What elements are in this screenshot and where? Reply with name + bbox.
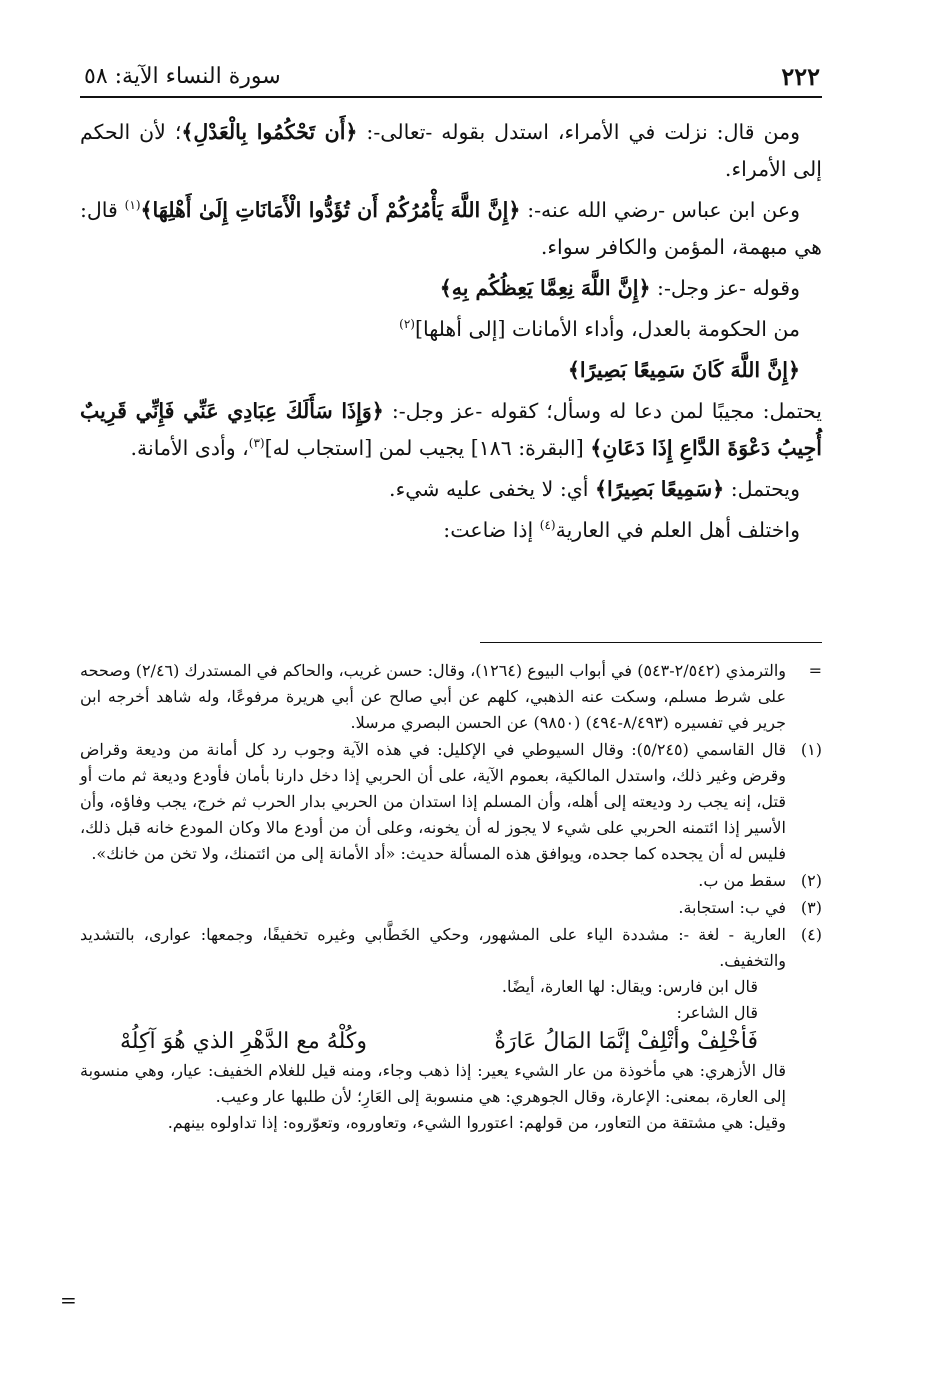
surah-label: سورة النساء الآية: ٥٨ bbox=[84, 63, 281, 89]
footnote-mark: (٤) bbox=[800, 925, 822, 944]
footnote-ref: (٣) bbox=[248, 436, 265, 451]
quran-quote: ﴿وَإِذَا سَأَلَكَ عِبَادِي عَنِّي فَإِنِّي قَرِيبٌ أُجِيبُ دَعْوَةَ الدَّاعِ إِذَا دَعَانِ﴾ bbox=[80, 399, 822, 460]
footnote-3 bbox=[80, 895, 822, 921]
continuation-mark: = bbox=[60, 1288, 77, 1312]
text-run: يحتمل: مجيبًا لمن دعا له وسأل؛ كقوله -عز وجل-: bbox=[383, 399, 822, 423]
text-run: ومن قال: نزلت في الأمراء، استدل بقوله -تعالى-: bbox=[357, 120, 800, 144]
text-run: من الحكومة بالعدل، وأداء الأمانات [إلى أهلها] bbox=[414, 317, 800, 341]
footnote-ref: (١) bbox=[124, 198, 141, 213]
footnote-mark: = bbox=[808, 661, 822, 680]
running-header bbox=[80, 56, 822, 98]
footnote-text: قال القاسمي (٥/٢٤٥): وقال السيوطي في الإكليل: في هذه الآية وجوب رد كل أمانة من وديعة وقراض وقرض وغير ذلك، واستدل المالكية، بعموم الآية، على أن الحربي إذا دخل دارنا بأمان فأودع وديعة ثم مات أو قتل، إنه يجب رد وديعته إلى أهله، وأن المسلم إذا استدان من الحربي بدار الحرب ثم خرج، يجب وفاؤه، وأن الأسير إذا ائتمنه الحربي على شيء لا يجوز له أن يخونه، وعلى أن من أودع مالا وكان المودع خانه قبل ذلك، فليس له أن يجحده كما جحده، ويوافق هذه المسألة حديث: «أد الأمانة إلى من ائتمنك، ولا تخن من خانك». bbox=[80, 740, 787, 863]
text-run: ويحتمل: bbox=[724, 477, 800, 501]
text-run: ، وأدى الأمانة. bbox=[130, 436, 249, 460]
footnotes bbox=[80, 658, 822, 1137]
text-run: إذا ضاعت: bbox=[443, 518, 540, 542]
text-run: [البقرة: ١٨٦] يجيب لمن [استجاب له] bbox=[264, 436, 591, 460]
footnote-text: قال ابن فارس: ويقال: لها العارة، أيضًا. bbox=[501, 977, 758, 996]
verse-hemistich-1: فَأخْلِفْ وأتْلِفْ إنَّمَا المَالُ عَارَةٌ bbox=[494, 1029, 758, 1054]
paragraph-7 bbox=[80, 471, 822, 508]
main-text bbox=[80, 114, 822, 553]
footnote-ref: (٢) bbox=[399, 317, 415, 332]
footnote-text: قال الشاعر: bbox=[676, 1003, 758, 1022]
text-run: قال: هي مبهمة، المؤمن والكافر سواء. bbox=[80, 198, 822, 259]
paragraph-3 bbox=[80, 270, 822, 307]
footnote-mark: (٣) bbox=[800, 898, 822, 917]
footnote-continuation bbox=[80, 658, 822, 736]
quran-quote: ﴿إِنَّ اللَّهَ نِعِمَّا يَعِظُكُم بِهِ﴾ bbox=[439, 276, 651, 300]
footnote-1 bbox=[80, 737, 822, 867]
footnote-ref: (٤) bbox=[539, 518, 556, 533]
paragraph-5 bbox=[80, 352, 822, 389]
text-run: وقوله -عز وجل-: bbox=[650, 276, 800, 300]
paragraph-8 bbox=[80, 512, 822, 549]
footnote-text: سقط من ب. bbox=[698, 871, 786, 890]
quran-quote: ﴿سَمِيعًا بَصِيرًا﴾ bbox=[594, 477, 725, 501]
quran-quote: ﴿إِنَّ اللَّهَ كَانَ سَمِيعًا بَصِيرًا﴾ bbox=[567, 358, 800, 382]
footnote-text: قال الأزهري: هي مأخوذة من عار الشيء يعير: إذا ذهب وجاء، ومنه قيل للغلام الخفيف: عيار، وهي منسوبة إلى العارة، بمعنى: الإعارة، وقال الجوهري: هي منسوبة إلى العَارِ؛ لأن طلبها عار وعيب. bbox=[80, 1061, 786, 1106]
text-run: وعن ابن عباس -رضي الله عنه-: bbox=[520, 198, 801, 222]
quran-quote: ﴿إِنَّ اللَّهَ يَأْمُرُكُمْ أَن تُؤَدُّوا الْأَمَانَاتِ إِلَىٰ أَهْلِهَا﴾ bbox=[140, 198, 521, 222]
footnote-2 bbox=[80, 868, 822, 894]
paragraph-6 bbox=[80, 393, 822, 467]
verse-hemistich-2: وكُلْهُ مع الدَّهْرِ الذي هُوَ آكِلُهْ bbox=[120, 1029, 367, 1054]
paragraph-1 bbox=[80, 114, 822, 188]
paragraph-2 bbox=[80, 192, 822, 266]
footnote-text: والترمذي (٢/٥٤٢-٥٤٣) في أبواب البيوع (١٢٦٤)، وقال: حسن غريب، والحاكم في المستدرك (٢/٤٦) وصححه على شرط مسلم، وسكت عنه الذهبي، كلهم عن أبي صالح عن أبي هريرة مرفوعًا، وله شاهد أخرجه ابن جرير في تفسيره (٨/٤٩٣-٤٩٤) (٩٨٥٠) عن الحسن البصري مرسلا. bbox=[80, 661, 786, 732]
quran-quote: ﴿أَن تَحْكُمُوا بِالْعَدْلِ﴾ bbox=[181, 120, 358, 144]
text-run: أي: لا يخفى عليه شيء. bbox=[389, 477, 595, 501]
poetry-verse bbox=[80, 1026, 786, 1058]
paragraph-4 bbox=[80, 311, 822, 348]
footnote-text: في ب: استجابة. bbox=[678, 898, 786, 917]
footnote-text: العارية - لغة -: مشددة الياء على المشهور، وحكي الخَطَّابي وغيره تخفيفًا، وجمعها: عوارى، بالتشديد والتخفيف. bbox=[80, 925, 786, 970]
footnote-4 bbox=[80, 922, 822, 1136]
footnote-mark: (١) bbox=[800, 740, 822, 759]
page-number: ٢٢٢ bbox=[781, 61, 820, 91]
text-run: ؛ لأن الحكم إلى الأمراء. bbox=[80, 120, 822, 181]
footnote-divider bbox=[480, 642, 822, 643]
footnote-mark: (٢) bbox=[800, 871, 822, 890]
text-run: واختلف أهل العلم في العارية bbox=[555, 518, 800, 542]
footnote-text: وقيل: هي مشتقة من التعاور، من قولهم: اعتوروا الشيء، وتعاوروه، وتعوّروه: إذا تداولوه بينهم. bbox=[167, 1113, 786, 1132]
